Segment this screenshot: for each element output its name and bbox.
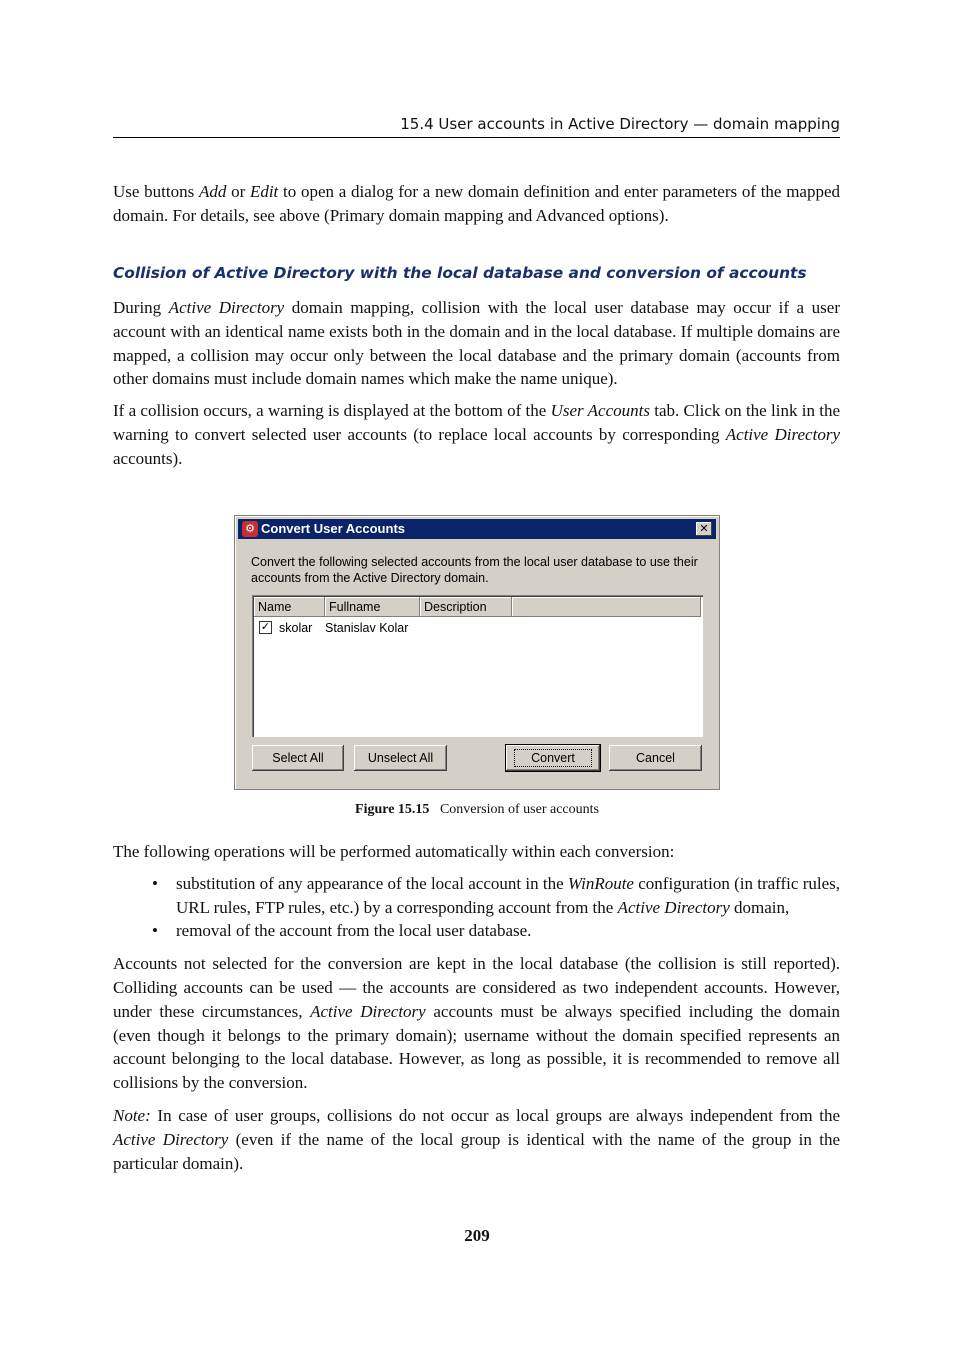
row-name: skolar — [279, 621, 313, 635]
unselect-all-button[interactable]: Unselect All — [354, 745, 447, 771]
column-fullname[interactable]: Fullname — [325, 597, 420, 617]
dialog-message: Convert the following selected accounts from the local user database to use their accounts from the Active Directory domain. — [251, 555, 698, 585]
list-item: • removal of the account from the local user database. — [152, 921, 532, 941]
operations-list — [113, 872, 840, 943]
header-rule — [113, 137, 840, 138]
column-description[interactable]: Description — [420, 597, 512, 617]
dialog-titlebar — [238, 519, 716, 539]
figure-caption — [0, 802, 954, 818]
column-name[interactable]: Name — [254, 597, 325, 617]
running-header: 15.4 User accounts in Active Directory — domain mapping — [400, 115, 840, 133]
row-fullname: Stanislav Kolar — [325, 621, 409, 635]
section-heading: Collision of Active Directory with the local database and conversion of accounts — [113, 264, 807, 282]
cancel-button[interactable]: Cancel — [609, 745, 702, 771]
list-column-headers — [254, 597, 701, 617]
paragraph-buttons: Use buttons Add or Edit to open a dialog for a new domain definition and enter parameters of the mapped domain. For details, see above (Primary domain mapping and Advanced options). — [113, 182, 841, 225]
figure-text: Conversion of user accounts — [439, 802, 599, 817]
page-number: 209 — [464, 1226, 490, 1245]
list-item: • substitution of any appearance of the local account in the WinRoute configuration (in traffic rules, URL rules, FTP rules, etc.) by a corresponding account from the Active Directory domain, — [152, 873, 840, 917]
column-filler — [512, 597, 701, 617]
row-checkbox[interactable]: ✓ — [260, 621, 271, 633]
convert-button[interactable]: Convert — [506, 745, 600, 771]
app-icon: ⚙ — [242, 521, 258, 537]
paragraph-collision: During Active Directory domain mapping, collision with the local user database may occur if a user account with an identical name exists both in the domain and in the local database. If multiple domains are mapped, a collision may occur only between the local database and the primary domain (accounts from other domains must include domain names which make the name unique). If a collision occurs, a warning is displayed at the bottom of the User Accounts tab. Click on the link in the warning to convert selected user accounts (to replace local accounts by corresponding Active Directory accounts). — [113, 298, 841, 468]
list-item[interactable] — [254, 619, 701, 637]
close-icon[interactable]: ✕ — [696, 522, 712, 536]
accounts-list[interactable] — [252, 595, 703, 737]
dialog-title: Convert User Accounts — [261, 521, 405, 536]
select-all-button[interactable]: Select All — [252, 745, 344, 771]
paragraph-operations: The following operations will be performed automatically within each conversion: • substitution of any appearance of the local account in the WinRoute configuration (in traffic rules, URL rules, FTP rules, etc.) by a corresponding account from the Active Directory domain, • removal of the account from the local user database. Accounts not selected for the conversion are kept in the local database (the collision is still reported). Colliding accounts can be used — the accounts are considered as two independent accounts. However, under these circumstances, Active Directory accounts must be always specified including the domain (even though it belongs to the primary domain); username without the domain specified represents an account belonging to the local database. However, as long as possible, it is recommended to remove all collisions by the conversion. Note: In case of user groups, collisions do not occur as local groups are always independent from the Active Directory (even if the name of the local group is identical with the name of the group in the particular domain). — [113, 842, 840, 1173]
figure-label: Figure 15.15 — [355, 802, 430, 817]
convert-user-accounts-dialog — [234, 515, 720, 790]
